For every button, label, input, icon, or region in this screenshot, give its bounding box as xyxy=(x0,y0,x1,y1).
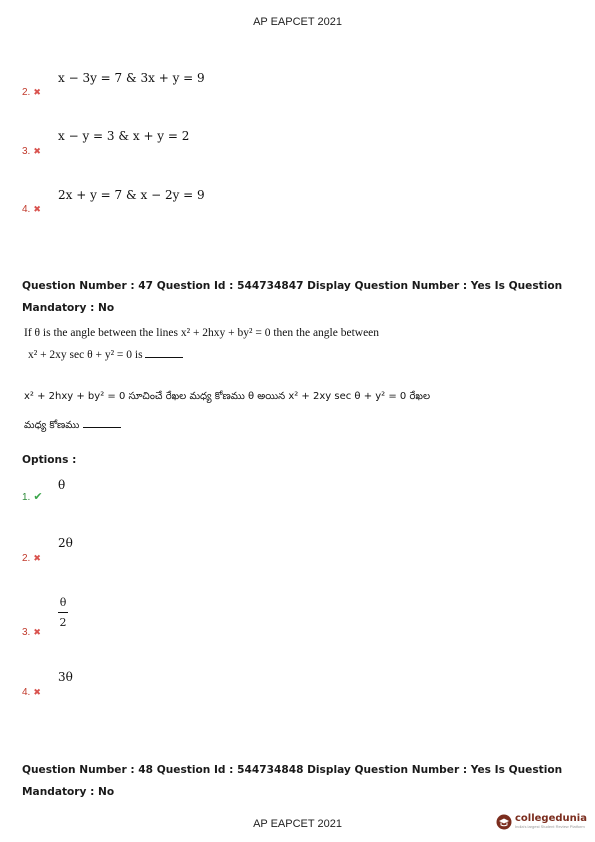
question-text-te-line2 xyxy=(24,418,121,433)
option-number: 4. xyxy=(22,687,31,698)
option-label-2 xyxy=(22,82,41,100)
option-text: 3θ xyxy=(58,670,73,684)
question-47-header xyxy=(22,275,572,319)
question-text-segment: మధ్య కోణము xyxy=(24,420,80,431)
cross-icon: ✖ xyxy=(33,87,41,97)
check-icon: ✔ xyxy=(33,491,43,503)
option-text: θ xyxy=(58,478,66,492)
options-label: Options : xyxy=(22,454,77,466)
question-header-line: Mandatory : No xyxy=(22,786,115,798)
option-label-3 xyxy=(22,622,41,640)
option-text: 2x + y = 7 & x − 2y = 9 xyxy=(58,188,205,202)
question-text-segment: x² + 2xy sec θ + y² = 0 is xyxy=(28,349,143,361)
logo-wordmark: collegedunia xyxy=(515,813,587,824)
cross-icon: ✖ xyxy=(33,687,41,697)
option-text: x − y = 3 & x + y = 2 xyxy=(58,129,190,143)
cross-icon: ✖ xyxy=(33,553,41,563)
question-text-en-line2 xyxy=(28,348,183,361)
option-label-1 xyxy=(22,487,43,505)
logo-tagline: India's largest Student Review Platform xyxy=(515,824,585,829)
question-text-te-line1: x² + 2hxy + by² = 0 సూచించే రేఖల మధ్య కోణము θ అయిన x² + 2xy sec θ + y² = 0 రేఖల xyxy=(24,391,431,402)
question-header-line: Mandatory : No xyxy=(22,302,115,314)
option-label-4 xyxy=(22,199,41,217)
fraction-bar xyxy=(58,612,68,613)
cross-icon: ✖ xyxy=(33,627,41,637)
option-number: 1. xyxy=(22,492,31,503)
cross-icon: ✖ xyxy=(33,204,41,214)
option-text: 2θ xyxy=(58,536,73,550)
option-number: 3. xyxy=(22,627,31,638)
question-text-en-line1: If θ is the angle between the lines x² + 2hxy + by² = 0 then the angle between xyxy=(24,327,380,339)
answer-blank xyxy=(145,348,183,358)
question-48-header xyxy=(22,759,572,803)
option-label-3 xyxy=(22,141,41,159)
option-fraction xyxy=(58,596,68,629)
question-header-line: Question Number : 48 Question Id : 544734848 Display Question Number : Yes Is Question xyxy=(22,764,563,776)
option-text: x − 3y = 7 & 3x + y = 9 xyxy=(58,71,205,85)
fraction-denominator: 2 xyxy=(59,616,67,629)
fraction-numerator: θ xyxy=(59,596,67,609)
option-number: 3. xyxy=(22,146,31,157)
option-number: 2. xyxy=(22,553,31,564)
option-label-4 xyxy=(22,682,41,700)
question-header-line: Question Number : 47 Question Id : 544734847 Display Question Number : Yes Is Question xyxy=(22,280,563,292)
graduation-cap-icon xyxy=(496,814,512,830)
option-label-2 xyxy=(22,548,41,566)
collegedunia-logo xyxy=(496,810,588,836)
page-footer: AP EAPCET 2021 xyxy=(253,818,342,830)
cross-icon: ✖ xyxy=(33,146,41,156)
option-number: 2. xyxy=(22,87,31,98)
option-number: 4. xyxy=(22,204,31,215)
answer-blank xyxy=(83,418,121,428)
page-header: AP EAPCET 2021 xyxy=(253,16,342,28)
